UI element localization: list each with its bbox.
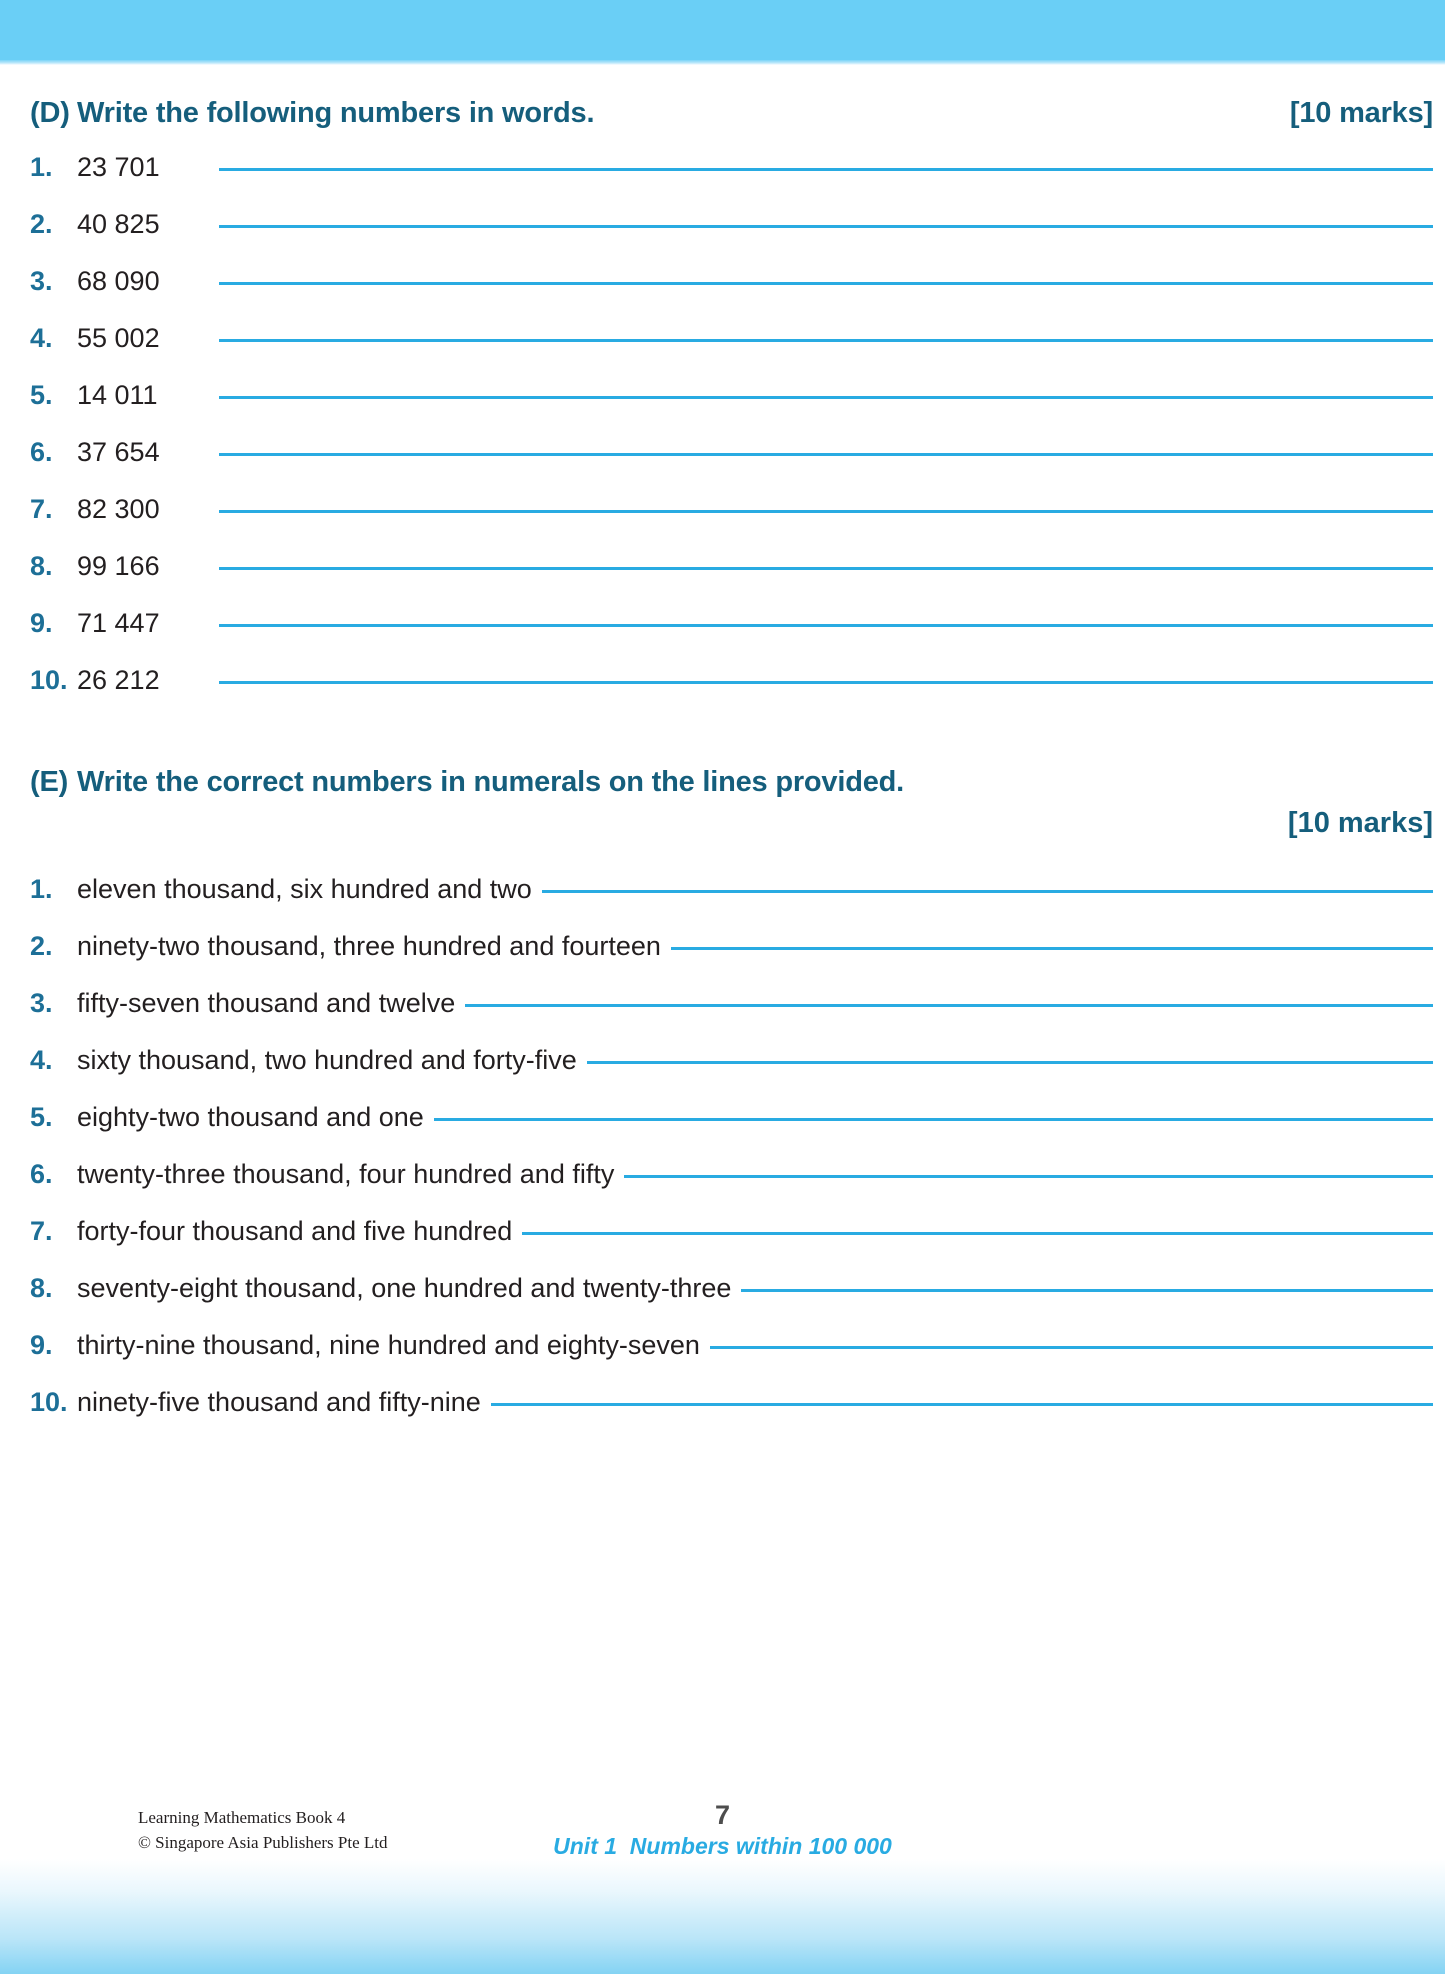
section-d-marks: [10 marks]	[1289, 97, 1433, 129]
item-value: thirty-nine thousand, nine hundred and eighty-seven	[77, 1330, 700, 1360]
list-item	[0, 209, 1445, 266]
bottom-accent-band	[0, 1859, 1445, 1974]
section-e-heading	[0, 766, 1445, 799]
item-number: 7.	[30, 1216, 53, 1246]
list-item	[0, 874, 1445, 931]
item-number: 9.	[30, 608, 53, 638]
list-item	[0, 608, 1445, 665]
section-spacer	[0, 722, 1445, 766]
section-e	[0, 766, 1445, 1444]
item-number: 5.	[30, 380, 53, 410]
item-number: 4.	[30, 1045, 53, 1075]
answer-line[interactable]	[219, 567, 1433, 570]
footer-center-block	[0, 1800, 1445, 1860]
answer-line[interactable]	[710, 1346, 1433, 1349]
section-e-title: Write the correct numbers in numerals on the lines provided.	[77, 766, 905, 798]
answer-line[interactable]	[741, 1289, 1433, 1292]
answer-line[interactable]	[671, 947, 1433, 950]
item-value: 40 825	[77, 209, 160, 239]
item-value: 37 654	[77, 437, 160, 467]
unit-label: Unit 1 Numbers within 100 000	[553, 1833, 892, 1859]
answer-line[interactable]	[219, 396, 1433, 399]
item-value: 68 090	[77, 266, 160, 296]
answer-line[interactable]	[219, 681, 1433, 684]
item-value: forty-four thousand and five hundred	[77, 1216, 513, 1246]
section-d-title: Write the following numbers in words.	[77, 97, 595, 129]
list-item	[0, 323, 1445, 380]
answer-line[interactable]	[542, 890, 1433, 893]
section-e-marks: [10 marks]	[1287, 807, 1433, 839]
footer-copyright: © Singapore Asia Publishers Pte Ltd	[138, 1832, 388, 1852]
answer-line[interactable]	[587, 1061, 1433, 1064]
answer-line[interactable]	[219, 510, 1433, 513]
answer-line[interactable]	[219, 168, 1433, 171]
list-item	[0, 988, 1445, 1045]
item-value: ninety-two thousand, three hundred and fourteen	[77, 931, 661, 961]
item-number: 2.	[30, 209, 53, 239]
item-number: 1.	[30, 874, 53, 904]
list-item	[0, 1330, 1445, 1387]
item-number: 2.	[30, 931, 53, 961]
answer-line[interactable]	[624, 1175, 1433, 1178]
item-number: 10.	[30, 1387, 68, 1417]
footer-book-title: Learning Mathematics Book 4	[138, 1808, 346, 1827]
item-number: 5.	[30, 1102, 53, 1132]
item-number: 6.	[30, 1159, 53, 1189]
list-item	[0, 1159, 1445, 1216]
page-number: 7	[714, 1800, 731, 1830]
item-value: twenty-three thousand, four hundred and fifty	[77, 1159, 615, 1189]
answer-line[interactable]	[465, 1004, 1433, 1007]
item-value: ninety-five thousand and fifty-nine	[77, 1387, 481, 1417]
item-value: 71 447	[77, 608, 160, 638]
answer-line[interactable]	[219, 225, 1433, 228]
section-e-letter: (E)	[30, 766, 69, 798]
item-number: 3.	[30, 266, 53, 296]
list-item	[0, 437, 1445, 494]
item-number: 8.	[30, 1273, 53, 1303]
item-number: 6.	[30, 437, 53, 467]
item-value: 23 701	[77, 152, 160, 182]
item-value: seventy-eight thousand, one hundred and twenty-three	[77, 1273, 732, 1303]
list-item	[0, 266, 1445, 323]
list-item	[0, 1102, 1445, 1159]
answer-line[interactable]	[219, 282, 1433, 285]
top-accent-band	[0, 0, 1445, 60]
list-item	[0, 1216, 1445, 1273]
section-d	[0, 60, 1445, 722]
list-item	[0, 551, 1445, 608]
item-number: 4.	[30, 323, 53, 353]
answer-line[interactable]	[219, 453, 1433, 456]
item-value: sixty thousand, two hundred and forty-five	[77, 1045, 577, 1075]
list-item	[0, 152, 1445, 209]
item-number: 9.	[30, 1330, 53, 1360]
answer-line[interactable]	[434, 1118, 1433, 1121]
answer-line[interactable]	[522, 1232, 1433, 1235]
answer-line[interactable]	[219, 624, 1433, 627]
item-value: 26 212	[77, 665, 160, 695]
section-e-list	[0, 874, 1445, 1444]
list-item	[0, 665, 1445, 722]
item-value: 14 011	[77, 380, 158, 410]
item-value: 99 166	[77, 551, 160, 581]
item-value: eighty-two thousand and one	[77, 1102, 424, 1132]
item-number: 10.	[30, 665, 68, 695]
list-item	[0, 1273, 1445, 1330]
section-d-letter: (D)	[30, 97, 70, 129]
answer-line[interactable]	[491, 1403, 1433, 1406]
list-item	[0, 931, 1445, 988]
item-number: 1.	[30, 152, 53, 182]
item-number: 7.	[30, 494, 53, 524]
list-item	[0, 380, 1445, 437]
list-item	[0, 1045, 1445, 1102]
list-item	[0, 494, 1445, 551]
item-value: 82 300	[77, 494, 160, 524]
answer-line[interactable]	[219, 339, 1433, 342]
item-value: 55 002	[77, 323, 160, 353]
list-item	[0, 1387, 1445, 1444]
worksheet-content	[0, 60, 1445, 1859]
item-number: 3.	[30, 988, 53, 1018]
item-value: fifty-seven thousand and twelve	[77, 988, 456, 1018]
item-value: eleven thousand, six hundred and two	[77, 874, 532, 904]
item-number: 8.	[30, 551, 53, 581]
section-d-heading	[0, 97, 1445, 130]
section-d-list	[0, 152, 1445, 722]
